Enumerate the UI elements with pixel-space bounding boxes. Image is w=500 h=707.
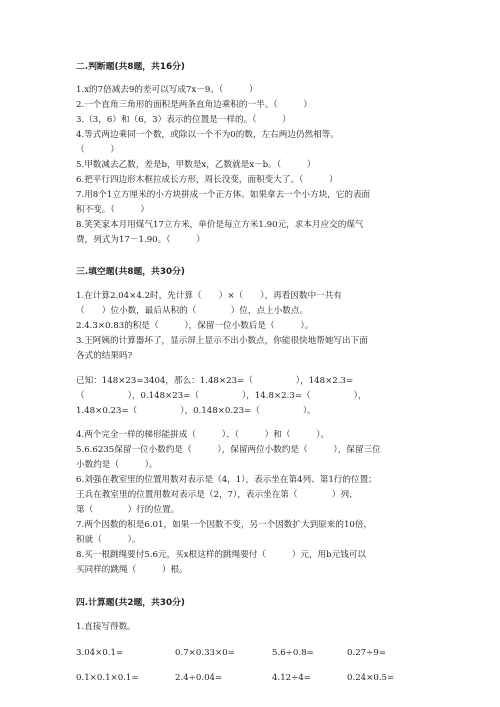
section-title-judge: 二.判断题(共8题，共16分)	[76, 62, 185, 72]
calc-item: 2.4÷0.04=	[175, 673, 223, 683]
fill-line: 7.两个因数的积是6.01，如果一个因数不变，另一个因数扩大到原来的10倍，	[76, 520, 373, 530]
judge-line: 费，列式为17－1.90。（ ）	[76, 235, 205, 245]
calc-item: 4.12÷4=	[272, 673, 312, 683]
calc-item: 0.7×0.33×0=	[175, 648, 235, 658]
judge-line: 3.（3，6）和（6，3）表示的位置是一样的。（ ）	[76, 115, 291, 125]
judge-line: 2.一个直角三角形的面积是两条直角边乘积的一半。（ ）	[76, 100, 312, 110]
section-title-calc: 四.计算题(共2题，共30分)	[76, 598, 185, 608]
fill-line: 5.6.6235保留一位小数约是（ ），保留两位小数约是（ ），保留三位	[76, 445, 381, 455]
calc-item: 0.1×0.1×0.1=	[76, 673, 139, 683]
section-title-fill: 三.填空题(共8题，共30分)	[76, 267, 185, 277]
fill-line: 1.48×0.23=（ ），0.148×0.23=（ ）。	[76, 406, 316, 416]
judge-line: 6.把平行四边形木框拉成长方形，周长没变，面积变大了。（ ）	[76, 175, 338, 185]
judge-line: （ ）	[76, 145, 119, 155]
calc-item: 0.24×0.5=	[347, 673, 395, 683]
judge-line: 8.笑笑家本月用煤气17立方米，单价是每立方米1.90元，求本月应交的煤气	[76, 220, 364, 230]
fill-line: 已知：148×23=3404，那么：1.48×23=（ ），148×2.3=	[76, 376, 354, 386]
fill-line: 3.王阿姨的计算器坏了，显示屏上显示不出小数点，你能很快地帮她写出下面	[76, 336, 368, 346]
fill-line: 2.4.3×0.83的积是（ ），保留一位小数后是（ ）。	[76, 321, 314, 331]
fill-line: 各式的结果吗?	[76, 351, 133, 361]
judge-line: 7.用8个1立方厘米的小方块拼成一个正方体。如果拿去一个小方块，它的表面	[76, 190, 371, 200]
fill-line: （ ）位小数，最后从积的（ ）位，点上小数点。	[76, 306, 309, 316]
fill-line: 1.在计算2.04×4.2时，先计算（ ）×（ ），再看因数中一共有	[76, 291, 342, 301]
judge-line: 1.x的7倍减去9的差可以写成7x－9。（ ）	[76, 85, 258, 95]
fill-line: 买同样的跳绳（ ）根。	[76, 565, 188, 575]
calc-item: 5.6÷0.8=	[272, 648, 314, 658]
fill-line: 王兵在教室里的位置用数对表示是（2，7），表示坐在第（ ）列、	[76, 490, 358, 500]
judge-line: 4.等式两边乘同一个数，或除以一个不为0的数，左右两边仍然相等。	[76, 130, 339, 140]
fill-line: 4.两个完全一样的梯形能拼成（ ）、（ ）和（ ）。	[76, 430, 330, 440]
fill-line: 小数约是（ ）。	[76, 460, 158, 470]
fill-line: 6.刘强在教室里的位置用数对表示是（4，1），表示坐在第4列、第1行的位置；	[76, 475, 377, 485]
judge-line: 5.甲数减去乙数，差是b，甲数是x，乙数就是x－b。（ ）	[76, 160, 316, 170]
calc-item: 0.27÷9=	[347, 648, 387, 658]
fill-line: 第（ ）行的位置。	[76, 505, 180, 515]
judge-line: 积不变。（ ）	[76, 205, 150, 215]
fill-line: 积就（ ）。	[76, 535, 141, 545]
fill-line: 8.买一根跳绳要付5.6元，买x根这样的跳绳要付（ ）元，用b元钱可以	[76, 550, 367, 560]
calc-intro: 1.直接写得数。	[76, 622, 136, 632]
fill-line: （ ），0.148×23=（ ），14.8×2.3=（ ），	[76, 391, 367, 401]
calc-item: 3.04×0.1=	[76, 648, 124, 658]
